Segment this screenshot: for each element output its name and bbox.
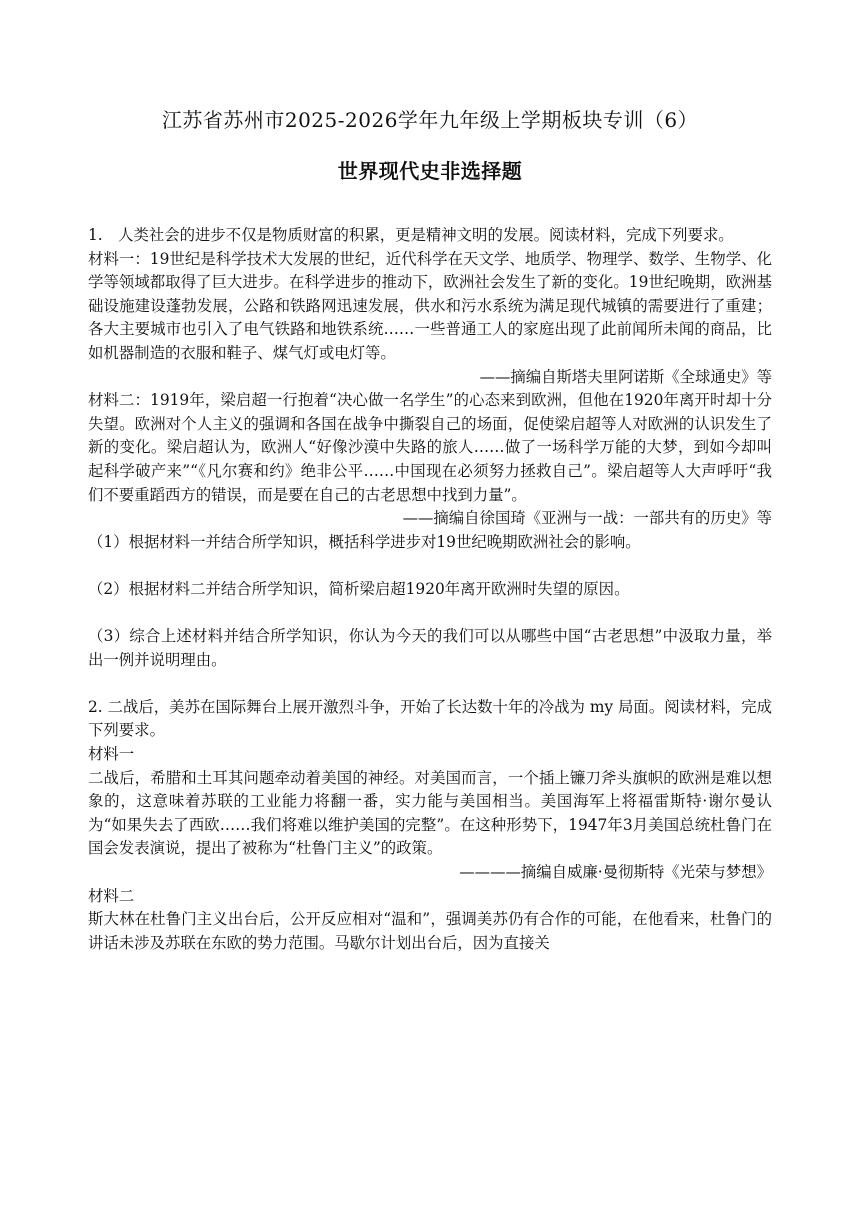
question-2-material-2-label: 材料二 <box>88 886 135 905</box>
question-1-stem: 1. 人类社会的进步不仅是物质财富的积累，更是精神文明的发展。阅读材料，完成下列要求。 <box>88 226 734 244</box>
document-subtitle: 世界现代史非选择题 <box>337 159 523 183</box>
question-1-material-2: 材料二：1919年，梁启超一行抱着“决心做一名学生”的心态来到欧洲，但他在1920年离开时却十分失望。欧洲对个人主义的强调和各国在战争中撕裂自己的场面，促使梁启超等人对欧洲的认识发生了新的变化。梁启超认为，欧洲人“好像沙漠中失路的旅人……做了一场科学万能的大梦，到如今却叫起科学破产来”“《凡尔赛和约》绝非公平……中国现在必须努力拯救自己”。梁启超等人大声呼吁“我们不要重蹈西方的错误，而是要在自己的古老思想中找到力量”。 <box>88 391 772 504</box>
question-1-subquestion-2: （2）根据材料二并结合所学知识，简析梁启超1920年离开欧洲时失望的原因。 <box>88 579 630 598</box>
question-2-stem: 2. 二战后，美苏在国际舞台上展开激烈斗争，开始了长达数十年的冷战为 my 局面。阅读材料，完成下列要求。 <box>88 697 772 740</box>
question-1-subquestion-3: （3）综合上述材料并结合所学知识，你认为今天的我们可以从哪些中国“古老思想”中汲取力量，举出一例并说明理由。 <box>88 627 772 669</box>
question-2-material-1: 二战后，希腊和土耳其问题牵动着美国的神经。对美国而言，一个插上镰刀斧头旗帜的欧洲是难以想象的，这意味着苏联的工业能力将翻一番，实力能与美国相当。美国海军上将福雷斯特·谢尔曼认为“如果失去了西欧……我们将难以维护美国的完整”。在这种形势下，1947年3月美国总统杜鲁门在国会发表演说，提出了被称为“杜鲁门主义”的政策。 <box>88 768 772 858</box>
document-body <box>88 224 772 955</box>
question-1-source-2: ——摘编自徐国琦《亚洲与一战：一部共有的历史》等 <box>402 509 772 528</box>
question-1-subquestion-1: （1）根据材料一并结合所学知识，概括科学进步对19世纪晚期欧洲社会的影响。 <box>88 532 641 551</box>
document-title: 江苏省苏州市2025-2026学年九年级上学期板块专训（6） <box>161 108 699 132</box>
question-1-material-1: 材料一：19世纪是科学技术大发展的世纪，近代科学在天文学、地质学、物理学、数学、生物学、化学等领域都取得了巨大进步。在科学进步的推动下，欧洲社会发生了新的变化。19世纪晚期，欧洲基础设施建设蓬勃发展，公路和铁路网迅速发展，供水和污水系统为满足现代城镇的需要进行了重建；各大主要城市也引入了电气铁路和地铁系统……一些普通工人的家庭出现了此前闻所未闻的商品，比如机器制造的衣服和鞋子、煤气灯或电灯等。 <box>88 249 772 362</box>
question-2-material-1-label: 材料一 <box>88 745 135 764</box>
question-2-material-2: 斯大林在杜鲁门主义出台后，公开反应相对“温和”，强调美苏仍有合作的可能，在他看来，杜鲁门的讲话未涉及苏联在东欧的势力范围。马歇尔计划出台后，因为直接关 <box>88 910 772 952</box>
question-2-source-1: ————摘编自威廉·曼彻斯特《光荣与梦想》 <box>459 863 772 882</box>
question-1-source-1: ——摘编自斯塔夫里阿诺斯《全球通史》等 <box>479 367 772 386</box>
